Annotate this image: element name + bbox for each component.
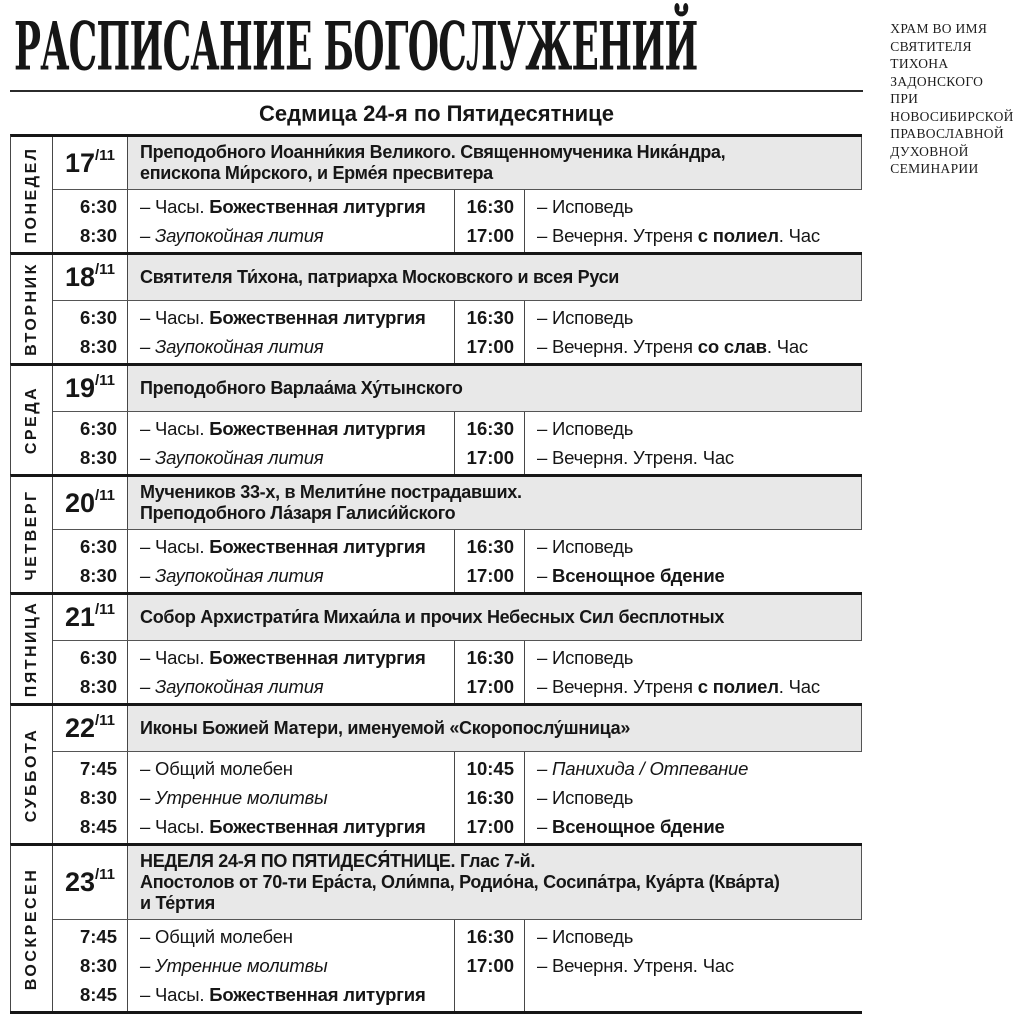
service-entry [140,754,446,783]
service-entry [140,980,446,1009]
service-time: 8:30 [79,787,117,808]
evening-services-column [525,752,862,843]
day-main [53,477,862,592]
date-month-number: /11 [95,712,116,729]
date-month-number: /11 [95,486,116,504]
morning-services-column [128,530,455,592]
service-time: 17:00 [466,816,514,837]
service-time: 8:30 [79,955,117,976]
day-main [53,255,862,363]
service-time: 7:45 [79,926,117,947]
evening-times-column [455,752,525,843]
service-entry [537,672,854,701]
service-text: Божественная литургия [209,816,426,837]
church-line: ПРИ НОВОСИБИРСКОЙ ПРАВОСЛАВНОЙ [890,91,1014,141]
evening-times-column [455,530,525,592]
service-text: Божественная литургия [209,196,426,217]
service-text: – Заупокойная лития [140,336,324,357]
service-text: Божественная литургия [209,647,426,668]
day-name: ПОНЕДЕЛ [22,146,40,243]
day-cell [11,846,53,1011]
service-text: Божественная литургия [209,418,426,439]
day-main [53,846,862,1011]
date-month-number: /11 [95,261,116,278]
feast-line: НЕДЕЛЯ 24-Я ПО ПЯТИДЕСЯ́ТНИЦЕ. Глас 7-й. [140,851,536,871]
service-text: – Исповедь [537,536,634,557]
service-text: – Исповедь [537,647,634,668]
feast-line: Преподобного Варлаа́ма Ху́тынского [140,378,463,398]
service-text: Божественная литургия [209,307,426,328]
morning-services-column [128,412,455,474]
service-entry [140,561,446,590]
day-main [53,595,862,703]
service-text: – Вечерня. Утреня. Час [537,955,734,976]
service-text: – Часы. [140,307,210,328]
service-text: – Вечерня. Утреня [537,336,698,357]
feast-line: Апостолов от 70-ти Ера́ста, Оли́мпа, Родио́на, Сосипа́тра, Куа́рта (Ква́рта) [140,872,780,892]
day-main [53,366,862,474]
morning-services-column [128,752,455,843]
service-time: 16:30 [466,418,514,439]
service-text: – Общий молебен [140,926,293,947]
date-month-number: /11 [95,372,116,389]
service-text: – Заупокойная лития [140,447,324,468]
feast-line: Преподобного Иоанни́кия Великого. Священномученика Ника́ндра, [140,142,726,162]
service-entry [537,951,854,980]
feast-title [128,255,862,300]
feast-line: и Те́ртия [140,893,215,913]
service-time: 6:30 [79,418,117,439]
service-text: – [537,565,553,586]
service-time: 8:30 [79,676,117,697]
day-cell [11,706,53,843]
service-text: – Вечерня. Утреня [537,225,698,246]
service-entry [537,532,854,561]
date-day-number: 17 [64,147,95,178]
date-day-number: 18 [64,262,95,292]
morning-services-column [128,920,455,1011]
services-row [53,641,862,703]
service-time: 17:00 [466,336,514,357]
service-time: 17:00 [466,565,514,586]
day-block [10,592,862,703]
day-block [10,474,862,592]
feast-title [128,706,862,751]
service-text: Божественная литургия [209,536,426,557]
service-entry [140,192,446,221]
service-time: 17:00 [466,447,514,468]
service-text: Божественная литургия [209,984,426,1005]
service-entry [537,643,854,672]
evening-services-column [525,190,862,252]
service-time: 8:30 [79,225,117,246]
day-name: СРЕДА [22,385,40,455]
morning-times-column [53,190,128,252]
service-entry [140,672,446,701]
feast-header-row [53,255,862,301]
schedule-table [10,134,862,1014]
feast-header-row [53,846,862,920]
date-month-number: /11 [95,146,116,164]
morning-services-column [128,641,455,703]
evening-times-column [455,301,525,363]
service-entry [537,812,854,841]
date-badge [53,706,128,751]
service-text: – Часы. [140,816,210,837]
service-time: 7:45 [79,758,117,779]
service-text: со слав [697,336,767,357]
date-day-number: 23 [64,867,95,897]
service-entry [140,532,446,561]
service-text: – Исповедь [537,418,634,439]
service-time: 6:30 [79,536,117,557]
service-time: 17:00 [466,676,514,697]
day-cell [11,255,53,363]
services-row [53,301,862,363]
church-line: ДУХОВНОЙ СЕМИНАРИИ [890,143,979,176]
feast-line: Святителя Ти́хона, патриарха Московского и всея Руси [140,267,620,287]
day-block [10,703,862,843]
week-title: Седмица 24-я по Пятидесятнице [259,101,614,126]
feast-header-row [53,137,862,190]
services-row [53,752,862,843]
service-text: – Исповедь [537,196,634,217]
service-text: . Час [778,225,820,246]
evening-times-column [455,641,525,703]
service-text: – Исповедь [537,307,634,328]
service-text: с полиел [697,676,779,697]
service-text: – Вечерня. Утреня [537,676,698,697]
date-day-number: 20 [64,487,95,518]
service-entry [537,754,854,783]
service-entry [537,783,854,812]
date-badge [53,255,128,300]
service-time: 17:00 [466,955,514,976]
feast-line: Преподобного Ла́заря Галиси́йского [140,503,456,523]
service-text: – Общий молебен [140,758,293,779]
day-name: ПЯТНИЦА [22,600,40,698]
morning-times-column [53,920,128,1011]
service-text: – Часы. [140,984,210,1005]
service-entry [140,221,446,250]
service-text: – Панихида / Отпевание [537,758,749,779]
feast-title [128,595,862,640]
day-cell [11,595,53,703]
services-row [53,190,862,252]
date-badge [53,477,128,529]
service-text: – Часы. [140,536,210,557]
service-text: – Заупокойная лития [140,565,324,586]
evening-services-column [525,641,862,703]
day-name: ЧЕТВЕРГ [22,488,40,581]
service-text: Всенощное бдение [552,565,725,586]
service-text: Всенощное бдение [552,816,725,837]
service-entry [140,443,446,472]
service-time: 6:30 [79,307,117,328]
service-entry [537,221,854,250]
service-text: – [537,816,553,837]
morning-times-column [53,301,128,363]
evening-times-column [455,190,525,252]
day-name: ВОСКРЕСЕН [22,867,40,990]
service-entry [537,414,854,443]
service-time: 17:00 [466,225,514,246]
service-text: – Утренние молитвы [140,787,328,808]
service-time: 16:30 [466,536,514,557]
service-time: 6:30 [79,647,117,668]
service-text: – Вечерня. Утреня. Час [537,447,734,468]
service-entry [537,443,854,472]
service-text: – Исповедь [537,926,634,947]
church-name [890,8,1013,178]
day-block [10,843,862,1011]
page-title: РАСПИСАНИЕ БОГОСЛУЖЕНИЙ [14,7,698,86]
service-entry [140,922,446,951]
service-entry [537,561,854,590]
date-month-number: /11 [95,601,116,618]
morning-times-column [53,641,128,703]
service-entry [140,951,446,980]
service-entry [140,783,446,812]
service-time: 8:30 [79,336,117,357]
service-time: 16:30 [466,647,514,668]
service-time: 8:45 [79,984,117,1005]
day-block [10,252,862,363]
date-month-number: /11 [95,866,116,883]
day-block [10,363,862,474]
feast-header-row [53,477,862,530]
evening-services-column [525,530,862,592]
service-text: – Часы. [140,196,210,217]
feast-line: Собор Архистрати́га Михаи́ла и прочих Небесных Сил бесплотных [140,607,725,627]
morning-services-column [128,301,455,363]
date-day-number: 21 [64,602,95,632]
day-name: ВТОРНИК [22,262,40,356]
service-entry [140,303,446,332]
service-text: с полиел [697,225,779,246]
service-entry [537,192,854,221]
feast-title [128,846,862,919]
date-badge [53,366,128,411]
day-cell [11,477,53,592]
service-text: . Час [778,676,820,697]
service-time: 10:45 [466,758,514,779]
service-text: – Исповедь [537,787,634,808]
feast-title [128,366,862,411]
day-cell [11,137,53,252]
feast-header-row [53,595,862,641]
feast-line: Иконы Божией Матери, именуемой «Скоропослу́шница» [140,718,631,738]
service-entry [537,303,854,332]
evening-services-column [525,412,862,474]
service-time: 16:30 [466,196,514,217]
service-entry [537,922,854,951]
date-badge [53,846,128,919]
service-entry [140,332,446,361]
service-time: 16:30 [466,926,514,947]
masthead-divider [10,90,863,92]
service-text: – Заупокойная лития [140,225,324,246]
morning-services-column [128,190,455,252]
service-entry [537,332,854,361]
day-cell [11,366,53,474]
service-time: 16:30 [466,787,514,808]
feast-line: епископа Ми́рского, и Ерме́я пресвитера [140,163,493,183]
morning-times-column [53,752,128,843]
date-badge [53,137,128,189]
service-text: – Часы. [140,418,210,439]
service-text: – Часы. [140,647,210,668]
date-day-number: 19 [64,373,95,403]
service-entry [140,643,446,672]
morning-times-column [53,412,128,474]
date-badge [53,595,128,640]
date-day-number: 22 [64,713,95,743]
day-main [53,706,862,843]
service-time: 8:30 [79,565,117,586]
service-time: 8:30 [79,447,117,468]
service-text: – Заупокойная лития [140,676,324,697]
evening-services-column [525,920,862,1011]
service-entry [140,812,446,841]
service-time: 6:30 [79,196,117,217]
feast-title [128,477,862,529]
service-time: 8:45 [79,816,117,837]
services-row [53,412,862,474]
day-block [10,134,862,252]
services-row [53,530,862,592]
services-row [53,920,862,1011]
feast-title [128,137,862,189]
feast-header-row [53,706,862,752]
church-line: ХРАМ ВО ИМЯ [890,21,988,36]
evening-times-column [455,920,525,1011]
service-time: 16:30 [466,307,514,328]
day-main [53,137,862,252]
morning-times-column [53,530,128,592]
church-line: СВЯТИТЕЛЯ ТИХОНА ЗАДОНСКОГО [890,38,984,89]
service-entry [140,414,446,443]
service-text: . Час [766,336,808,357]
evening-services-column [525,301,862,363]
feast-line: Мучеников 33-х, в Мелити́не пострадавших. [140,482,522,502]
service-text: – Утренние молитвы [140,955,328,976]
feast-header-row [53,366,862,412]
day-name: СУББОТА [22,727,40,822]
evening-times-column [455,412,525,474]
